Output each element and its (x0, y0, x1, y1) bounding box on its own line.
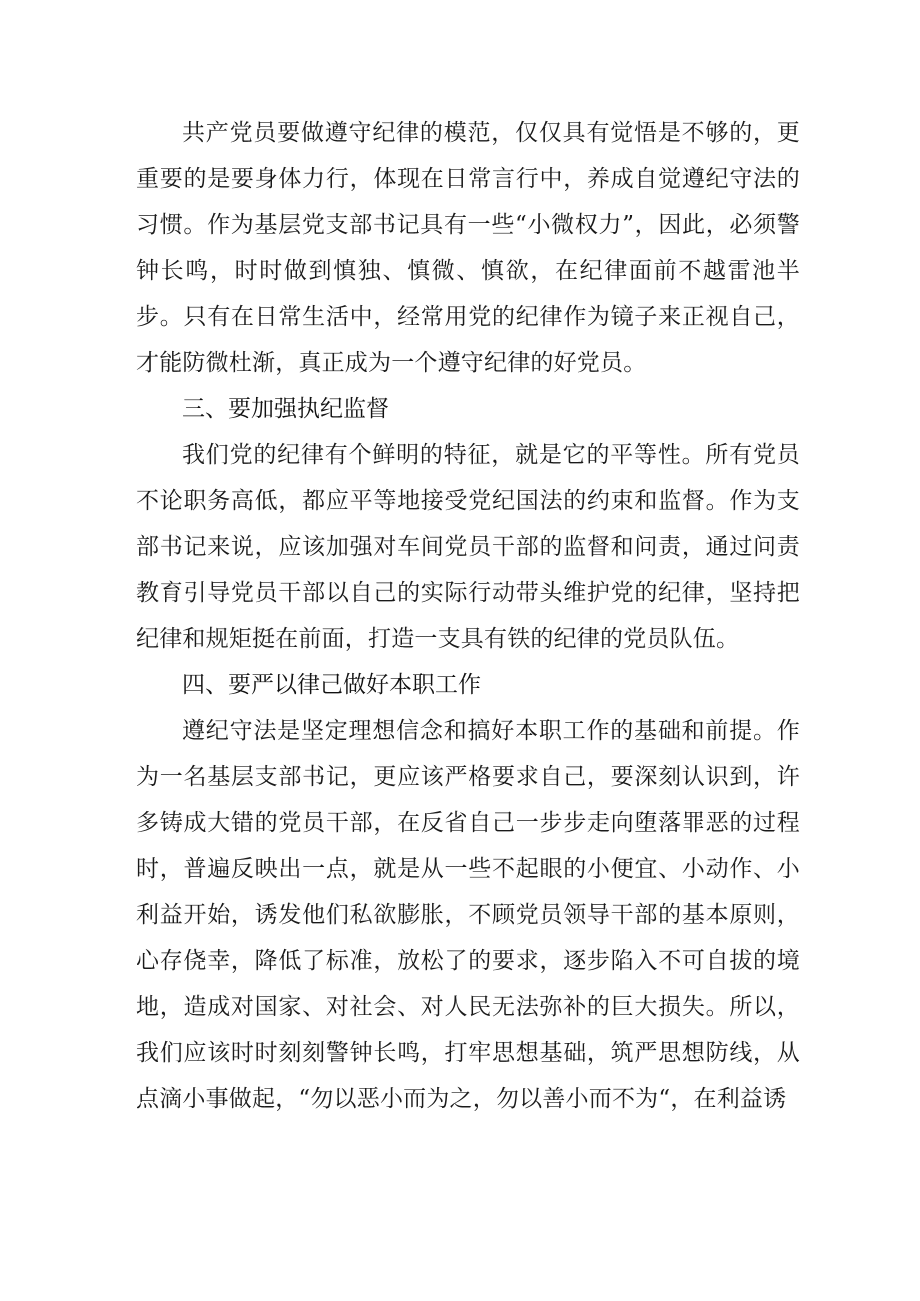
paragraph-discipline-model: 共产党员要做遵守纪律的模范，仅仅具有觉悟是不够的，更重要的是要身体力行，体现在日常言行中，养成自觉遵纪守法的习惯。作为基层党支部书记具有一些“小微权力”，因此，必须警钟长鸣，时时做到慎独、慎微、慎欲，在纪律面前不越雷池半步。只有在日常生活中，经常用党的纪律作为镜子来正视自己，才能防微杜渐，真正成为一个遵守纪律的好党员。 (136, 120, 800, 376)
section-heading-self-discipline: 四、要严以律己做好本职工作 (182, 672, 481, 698)
section-heading-supervision: 三、要加强执纪监督 (182, 396, 389, 422)
paragraph-law-abiding: 遵纪守法是坚定理想信念和搞好本职工作的基础和前提。作为一名基层支部书记，更应该严格要求自己，要深刻认识到，许多铸成大错的党员干部，在反省自己一步步走向堕落罪恶的过程时，普遍反映出一点，就是从一些不起眼的小便宜、小动作、小利益开始，诱发他们私欲膨胀，不顾党员领导干部的基本原则，心存侥幸，降低了标准，放松了的要求，逐步陷入不可自拔的境地，造成对国家、对社会、对人民无法弥补的巨大损失。所以，我们应该时时刻刻警钟长鸣，打牢思想基础，筑严思想防线，从点滴小事做起，“勿以恶小而为之，勿以善小而不为“，在利益诱 (136, 718, 800, 1112)
document-body (136, 110, 800, 1122)
paragraph-equality: 我们党的纪律有个鲜明的特征，就是它的平等性。所有党员不论职务高低，都应平等地接受党纪国法的约束和监督。作为支部书记来说，应该加强对车间党员干部的监督和问责，通过问责教育引导党员干部以自己的实际行动带头维护党的纪律，坚持把纪律和规矩挺在前面，打造一支具有铁的纪律的党员队伍。 (136, 442, 800, 652)
